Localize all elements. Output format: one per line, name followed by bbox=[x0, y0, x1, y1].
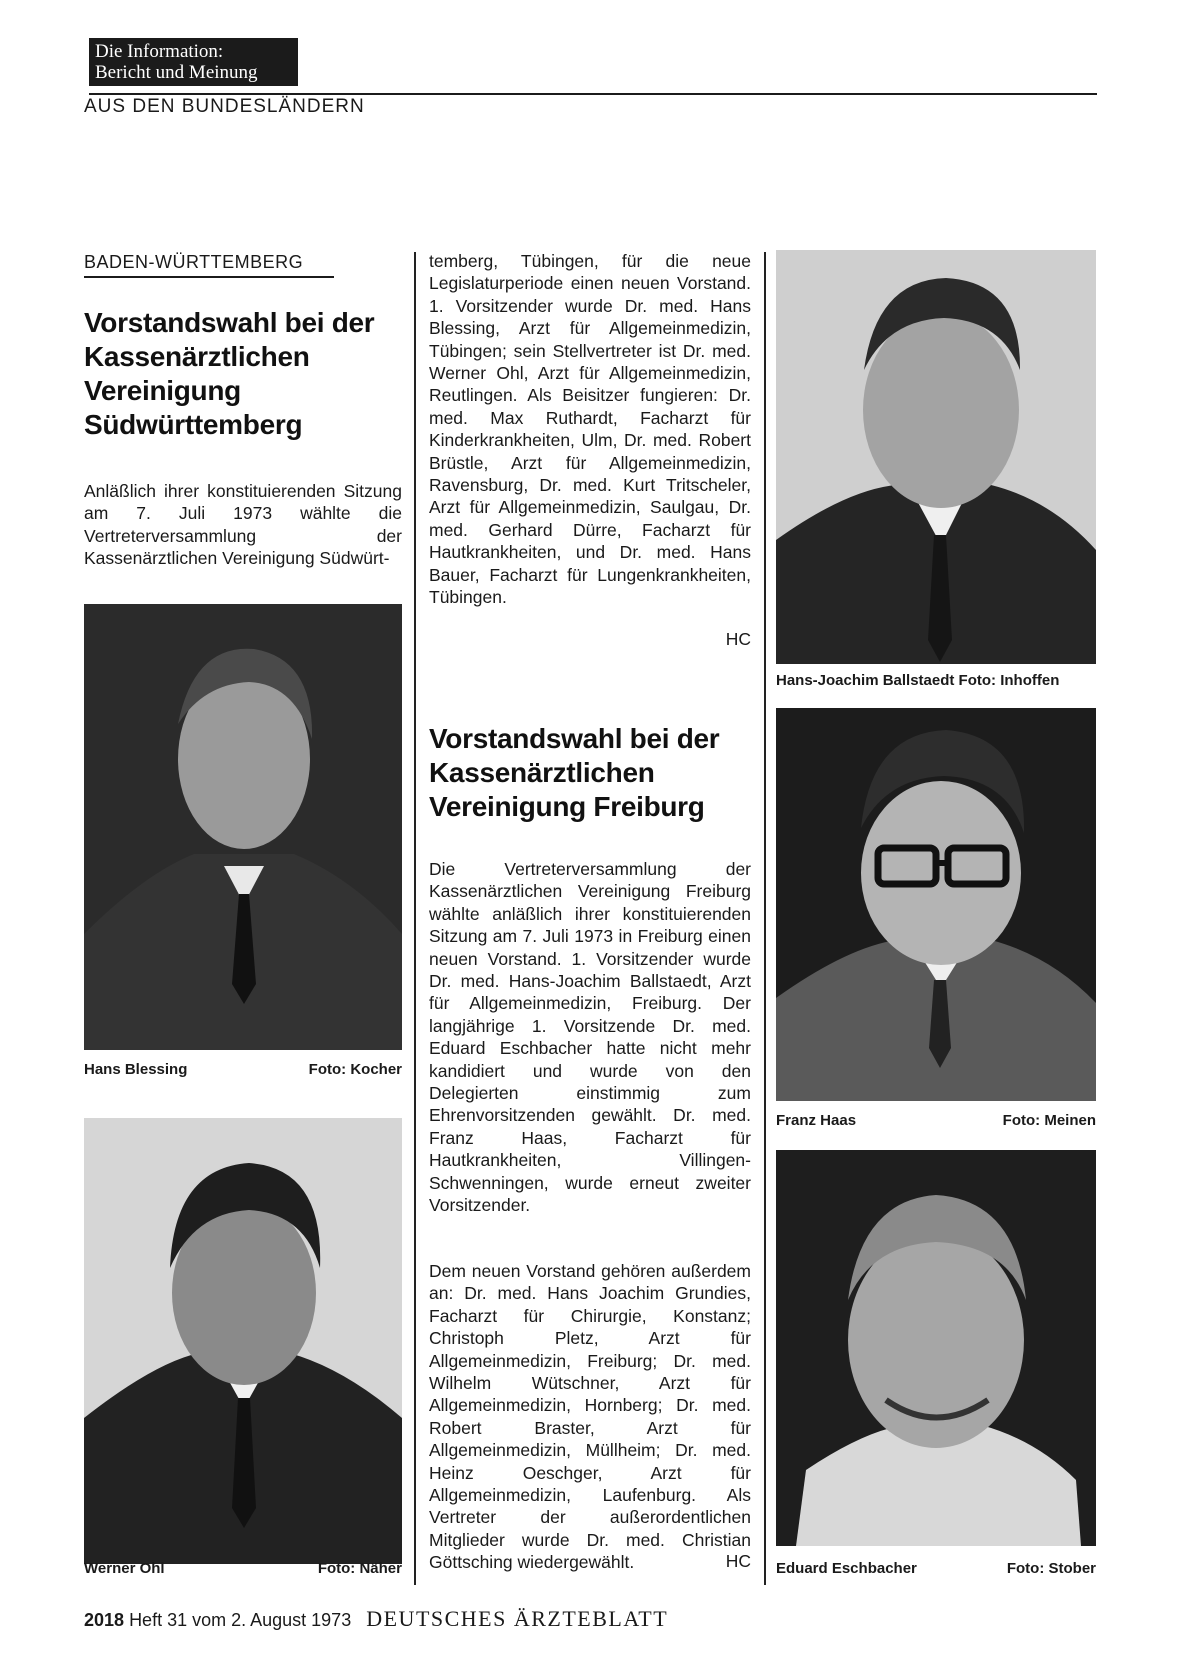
page-number: 2018 bbox=[84, 1610, 125, 1630]
article2-headline: Vorstandswahl bei der Kassenärztlichen Vereinigung Freiburg bbox=[429, 723, 720, 822]
region-label: BADEN-WÜRTTEMBERG bbox=[84, 252, 304, 272]
photo-werner-ohl bbox=[84, 1118, 402, 1564]
caption-blessing-name: Hans Blessing bbox=[84, 1061, 188, 1078]
article2-signature: HC bbox=[725, 1551, 751, 1571]
article1-continuation: temberg, Tübingen, für die neue Legislaturperiode einen neuen Vorstand. 1. Vorsitzender wurde Dr. med. Hans Blessing, Arzt für Allgemeinmedizin, Tübingen; sein Stellvertreter ist Dr. med. Werner Ohl, Arzt für Allgemeinmedizin, Reutlingen. Als Beisitzer fungieren: Dr. med. Max Ruthardt, Facharzt für Kinderkrankheiten, Ulm, Dr. med. Robert Brüstle, Arzt für Allgemeinmedizin, Ravensburg, Dr. med. Kurt Tritscheler, Arzt für Allgemeinmedizin, Saulgau, Dr. med. Gerhard Dürre, Facharzt für Hautkrankheiten, und Dr. med. Hans Bauer, Facharzt für Lungenkrankheiten, Tübingen. bbox=[429, 251, 751, 608]
caption-ballstaedt: Hans-Joachim Ballstaedt Foto: Inhoffen bbox=[776, 672, 1060, 689]
rubric-line-1: Die Information: bbox=[95, 41, 224, 62]
caption-haas-credit: Foto: Meinen bbox=[1002, 1112, 1096, 1129]
photo-eduard-eschbacher bbox=[776, 1150, 1096, 1546]
header-rule bbox=[89, 93, 1097, 95]
article2-paragraph-1: Die Vertreterversammlung der Kassenärztlichen Vereinigung Freiburg wählte anläßlich ihrer konstituierenden Sitzung am 7. Juli 1973 in Freiburg einen neuen Vorstand. 1. Vorsitzender wurde Dr. med. Hans-Joachim Ballstaedt, Arzt für Allgemeinmedizin, Freiburg. Der langjährige 1. Vorsitzende Dr. med. Eduard Eschbacher hatte nicht mehr kandidiert und wurde von den Delegierten einstimmig zum Ehrenvorsitzenden gewählt. Dr. med. Franz Haas, Facharzt für Hautkrankheiten, Villingen-Schwenningen, wurde erneut zweiter Vorsitzender. bbox=[429, 859, 751, 1216]
caption-blessing-credit: Foto: Kocher bbox=[308, 1061, 402, 1078]
issue-info: Heft 31 vom 2. August 1973 bbox=[129, 1610, 352, 1630]
column-divider-left bbox=[414, 252, 416, 1585]
article1-intro: Anläßlich ihrer konstituierenden Sitzung am 7. Juli 1973 wählte die Vertreterversammlung der Kassenärztlichen Vereinigung Südwürt- bbox=[84, 481, 402, 569]
footer bbox=[84, 1606, 668, 1632]
article2-paragraph-2: Dem neuen Vorstand gehören außerdem an: Dr. med. Hans Joachim Grundies, Facharzt für Chirurgie, Konstanz; Christoph Pletz, Arzt für Allgemeinmedizin, Freiburg; Dr. med. Wilhelm Wütschner, Arzt für Allgemeinmedizin, Hornberg; Dr. med. Robert Braster, Arzt für Allgemeinmedizin, Müllheim; Dr. med. Heinz Oeschger, Arzt für Allgemeinmedizin, Laufenburg. Als Vertreter der außerordentlichen Mitglieder wurde Dr. med. Christian Göttsching wiedergewählt. bbox=[429, 1261, 751, 1573]
photo-hans-joachim-ballstaedt bbox=[776, 250, 1096, 664]
photo-franz-haas bbox=[776, 708, 1096, 1101]
article1-signature: HC bbox=[725, 629, 751, 649]
rubric-line-2: Bericht und Meinung bbox=[95, 62, 258, 83]
caption-haas-name: Franz Haas bbox=[776, 1112, 857, 1129]
photo-hans-blessing bbox=[84, 604, 402, 1050]
article1-headline: Vorstandswahl bei der Kassenärztlichen Vereinigung Südwürttemberg bbox=[84, 307, 375, 440]
rubric-box bbox=[89, 38, 298, 86]
section-label: AUS DEN BUNDESLÄNDERN bbox=[84, 96, 365, 117]
masthead: DEUTSCHES ÄRZTEBLATT bbox=[366, 1606, 669, 1631]
caption-ohl-name: Werner Ohl bbox=[84, 1560, 165, 1577]
region-rule bbox=[84, 276, 334, 278]
caption-eschbacher-name: Eduard Eschbacher bbox=[776, 1560, 917, 1577]
caption-eschbacher-credit: Foto: Stober bbox=[1006, 1560, 1096, 1577]
caption-ohl-credit: Foto: Näher bbox=[317, 1560, 402, 1577]
column-divider-right bbox=[764, 252, 766, 1585]
